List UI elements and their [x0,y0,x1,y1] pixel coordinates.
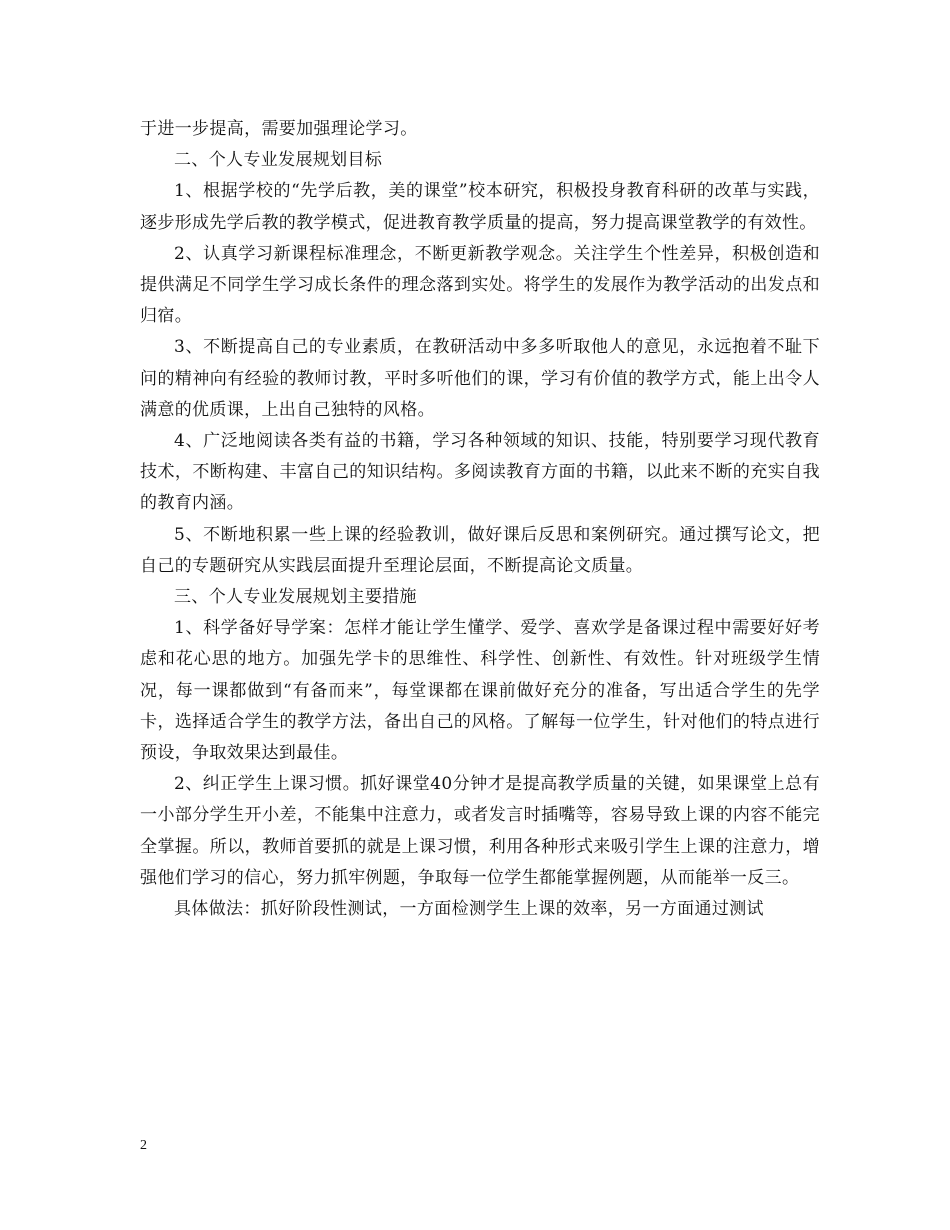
page-number: 2 [140,1138,147,1153]
goal-item-3: 3、不断提高自己的专业素质，在教研活动中多多听取他人的意见，永远抱着不耻下问的精神向有经验的教师讨教，平时多听他们的课，学习有价值的教学方式，能上出令人满意的优质课，上出自己独特的风格。 [140,337,820,420]
goal-item-2: 2、认真学习新课程标准理念，不断更新教学观念。关注学生个性差异，积极创造和提供满足不同学生学习成长条件的理念落到实处。将学生的发展作为教学活动的出发点和归宿。 [140,243,820,327]
goal-item-4: 4、广泛地阅读各类有益的书籍，学习各种领域的知识、技能，特别要学习现代教育技术，不断构建、丰富自己的知识结构。多阅读教育方面的书籍，以此来不断的充实自我的教育内涵。 [140,431,820,514]
measure-item-2: 2、纠正学生上课习惯。抓好课堂40分钟才是提高教学质量的关键，如果课堂上总有一小部分学生开小差，不能集中注意力，或者发言时插嘴等，容易导致上课的内容不能完全掌握。所以，教师首要抓的就是上课习惯，利用各种形式来吸引学生上课的注意力，增强他们学习的信心，努力抓牢例题，争取每一位学生都能掌握例题，从而能举一反三。 [140,774,820,888]
section-heading-measures: 三、个人专业发展规划主要措施 [174,587,417,608]
goal-item-1: 1、根据学校的“先学后教，美的课堂”校本研究，积极投身教育科研的改革与实践，逐步形成先学后教的教学模式，促进教育教学质量的提高，努力提高课堂教学的有效性。 [140,181,820,233]
section-heading-goals: 二、个人专业发展规划目标 [174,150,383,171]
goal-item-5: 5、不断地积累一些上课的经验教训，做好课后反思和案例研究。通过撰写论文，把自己的专题研究从实践层面提升至理论层面，不断提高论文质量。 [140,524,820,576]
specific-method-paragraph: 具体做法：抓好阶段性测试，一方面检测学生上课的效率，另一方面通过测试 [174,899,764,920]
measure-item-1: 1、科学备好导学案：怎样才能让学生懂学、爱学、喜欢学是备课过程中需要好好考虑和花心思的地方。加强先学卡的思维性、科学性、创新性、有效性。针对班级学生情况，每一课都做到“有备而来”，每堂课都在课前做好充分的准备，写出适合学生的先学卡，选择适合学生的教学方法，备出自己的风格。了解每一位学生，针对他们的特点进行预设，争取效果达到最佳。 [140,618,820,764]
paragraph-continuation: 于进一步提高，需要加强理论学习。 [140,119,418,139]
document-body [140,114,820,925]
